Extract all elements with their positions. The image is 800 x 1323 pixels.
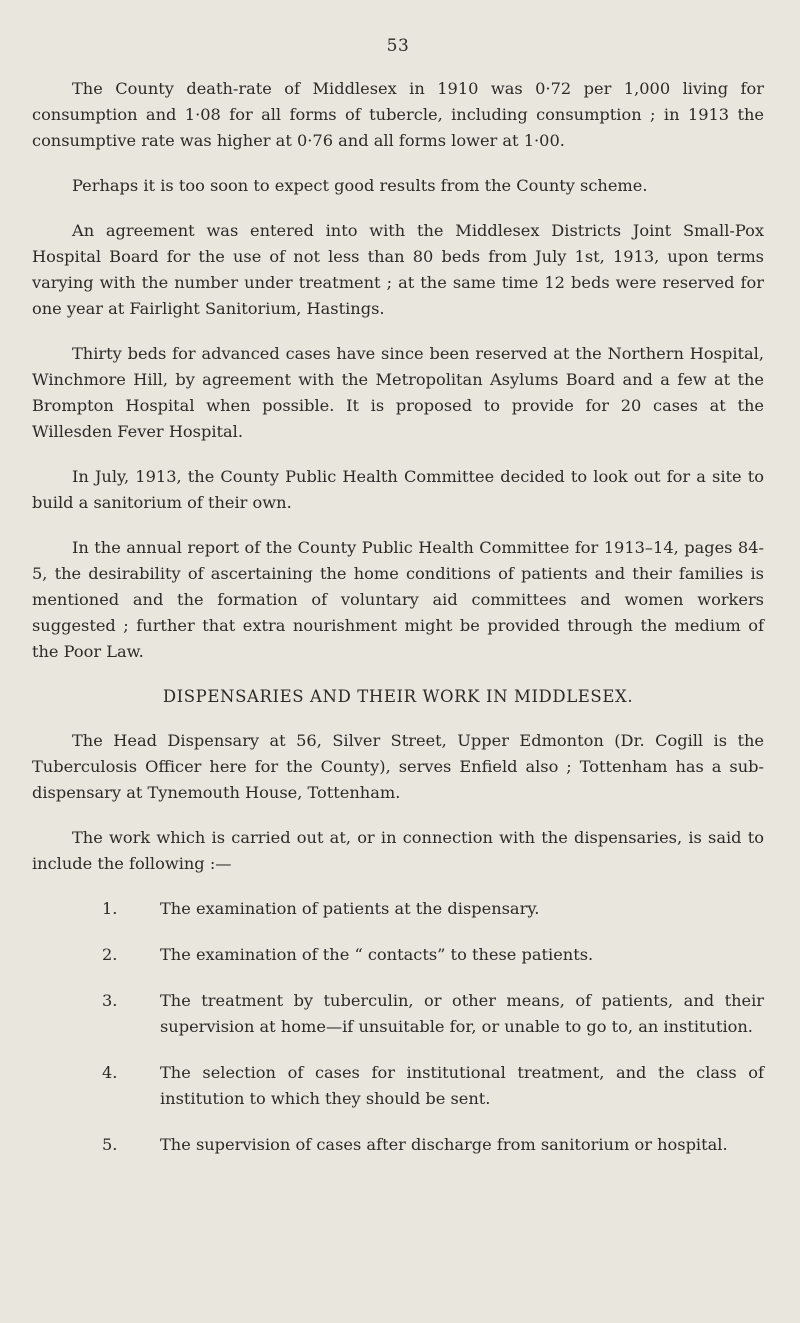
list-item-number: 2. xyxy=(102,945,118,964)
list-item-text: The selection of cases for institutional treatment, and the class of institution to which they should be sent. xyxy=(160,1063,764,1108)
list-item-number: 3. xyxy=(102,991,118,1010)
list-item-text: The supervision of cases after discharge from sanitorium or hospital. xyxy=(160,1135,728,1154)
list-item-number: 4. xyxy=(102,1063,118,1082)
list-item-number: 1. xyxy=(102,899,118,918)
list-item xyxy=(32,896,764,922)
work-list xyxy=(32,896,764,1158)
list-item xyxy=(32,1132,764,1158)
list-item xyxy=(32,942,764,968)
list-item-text: The treatment by tuberculin, or other means, of patients, and their supervision at home—if unsuitable for, or unable to go to, an institution. xyxy=(160,991,764,1036)
paragraph-head-dispensary: The Head Dispensary at 56, Silver Street, Upper Edmonton (Dr. Cogill is the Tuberculosis Officer here for the County), serves Enfield also ; Tottenham has a sub-dispensary at Tynemouth House, Tottenham. xyxy=(32,731,764,802)
list-item xyxy=(32,988,764,1040)
paragraph-work-intro: The work which is carried out at, or in connection with the dispensaries, is said to include the following :— xyxy=(32,828,764,873)
list-item xyxy=(32,1060,764,1112)
list-item-text: The examination of the “ contacts” to these patients. xyxy=(160,945,594,964)
page-number: 53 xyxy=(386,36,410,56)
paragraph-county-scheme: Perhaps it is too soon to expect good results from the County scheme. xyxy=(72,176,648,195)
list-item-text: The examination of patients at the dispensary. xyxy=(160,899,540,918)
paragraph-smallpox-hospital-agreement: An agreement was entered into with the Middlesex Districts Joint Small-Pox Hospital Board for the use of not less than 80 beds from July 1st, 1913, upon terms varying with the number under treatment ; at the same time 12 beds were reserved for one year at Fairlight Sanitorium, Hastings. xyxy=(32,221,764,318)
paragraph-annual-report: In the annual report of the County Public Health Committee for 1913–14, pages 84-5, the desirability of ascertaining the home conditions of patients and their families is mentioned and the formation of voluntary aid committees and women workers suggested ; further that extra nourishment might be provided through the medium of the Poor Law. xyxy=(32,538,764,661)
paragraph-advanced-cases-beds: Thirty beds for advanced cases have since been reserved at the Northern Hospital, Winchmore Hill, by agreement with the Metropolitan Asylums Board and a few at the Brompton Hospital when possible. It is proposed to provide for 20 cases at the Willesden Fever Hospital. xyxy=(32,344,764,441)
list-item-number: 5. xyxy=(102,1135,118,1154)
section-heading: DISPENSARIES AND THEIR WORK IN MIDDLESEX. xyxy=(162,687,634,706)
paragraph-sanitorium-site: In July, 1913, the County Public Health Committee decided to look out for a site to build a sanitorium of their own. xyxy=(32,467,764,512)
paragraph-death-rate: The County death-rate of Middlesex in 1910 was 0·72 per 1,000 living for consumption and 1·08 for all forms of tubercle, including consumption ; in 1913 the consumptive rate was higher at 0·76 and all forms lower at 1·00. xyxy=(32,79,764,150)
